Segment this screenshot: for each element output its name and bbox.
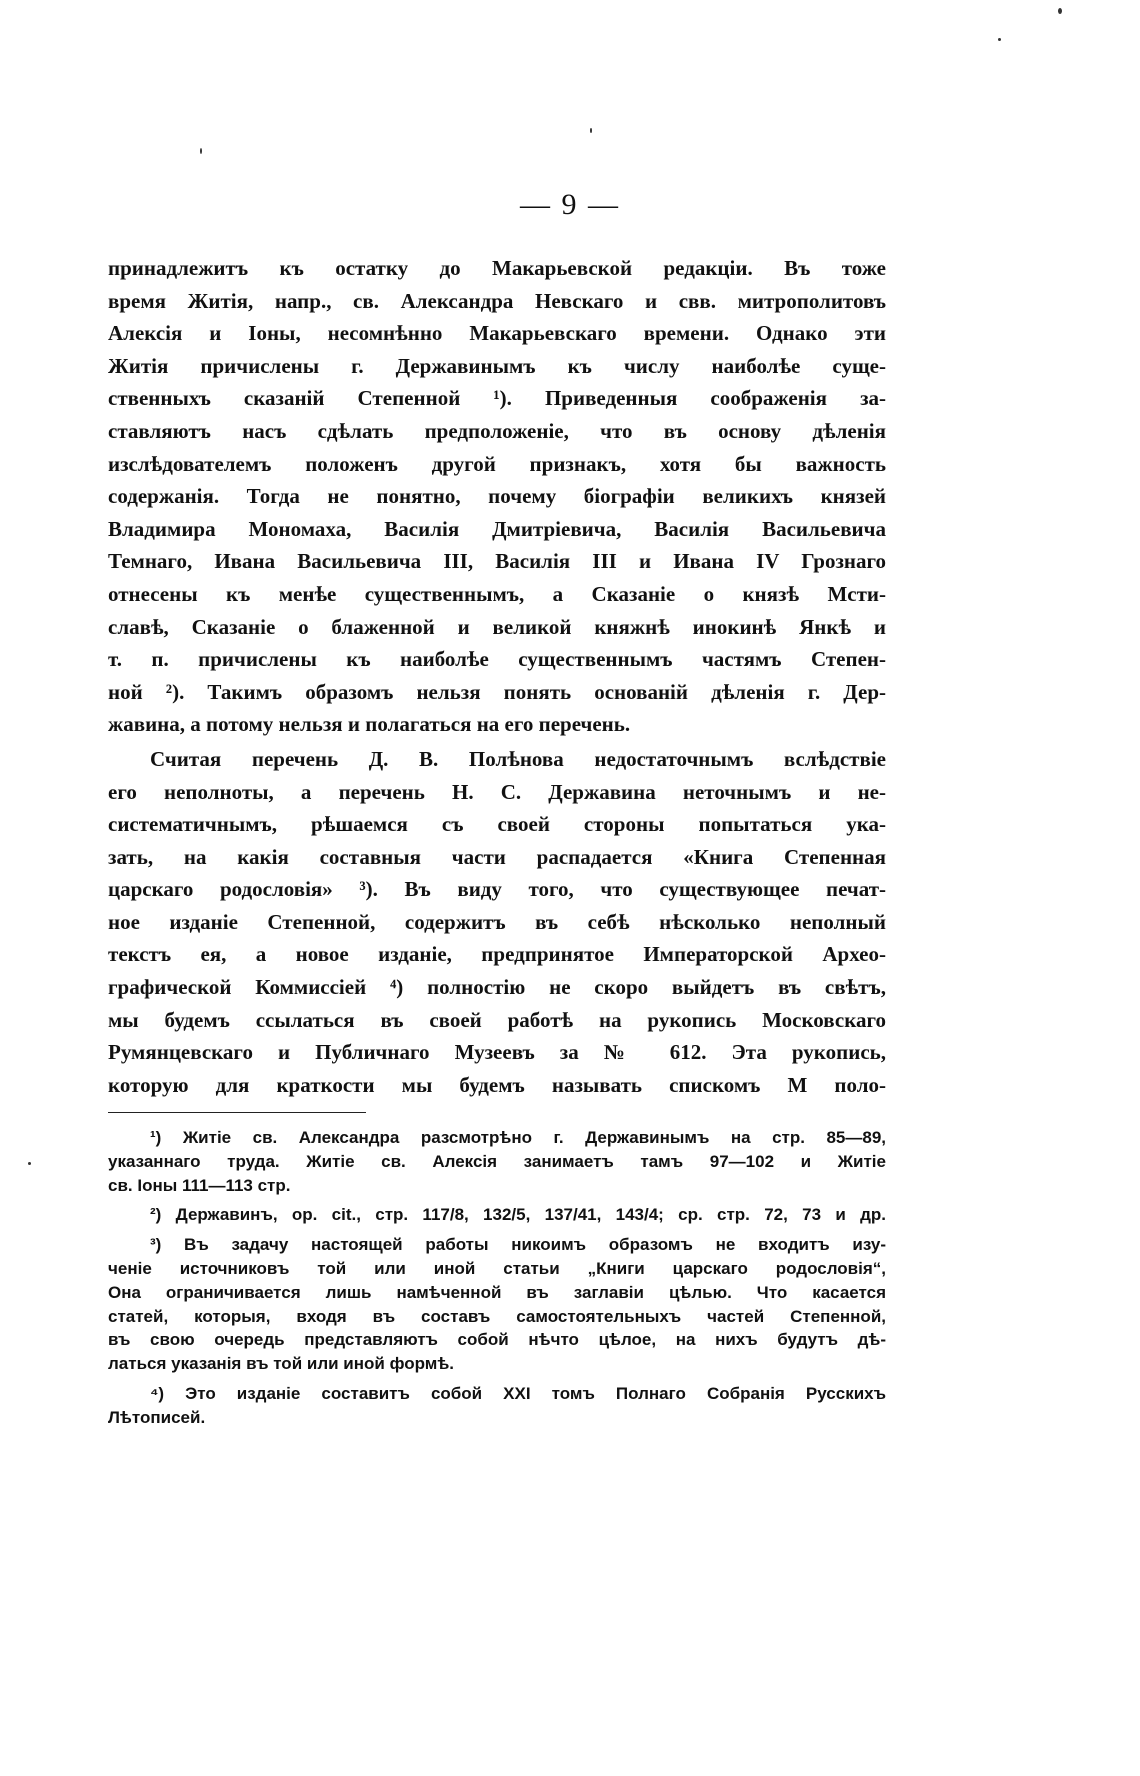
text-line: графической Коммиссіей ⁴) полностію не скоро выйдетъ въ свѣтъ, [108,975,886,1000]
scan-speck [28,1162,31,1165]
text-line: ственныхъ сказаній Степенной ¹). Приведенныя соображенія за- [108,386,886,411]
scan-speck [998,38,1001,41]
footnote-line: ²) Державинъ, op. cit., стр. 117/8, 132/5, 137/41, 143/4; ср. стр. 72, 73 и др. [150,1205,886,1225]
footnote-line: ³) Въ задачу настоящей работы никоимъ образомъ не входитъ изу- [150,1235,886,1255]
text-line: текстъ ея, а новое изданіе, предпринятое Императорской Архео- [108,942,886,967]
text-line: Владимира Мономаха, Василія Дмитріевича, Василія Васильевича [108,516,886,541]
text-line: содержанія. Тогда не понятно, почему біографіи великихъ князей [108,484,886,509]
text-line: славѣ, Сказаніе о блаженной и великой княжнѣ инокинѣ Янкѣ и [108,614,886,639]
main-text [108,252,886,1101]
footnote-line: въ свою очередь представляютъ собой нѣчто цѣлое, на нихъ будутъ дѣ- [108,1330,886,1350]
footnote-line: св. Іоны 111—113 стр. [108,1175,291,1195]
footnote-line: ¹) Житіе св. Александра разсмотрѣно г. Державинымъ на стр. 85—89, [150,1128,886,1147]
text-line: мы будемъ ссылаться въ своей работѣ на рукопись Московскаго [108,1007,886,1032]
text-line: время Житія, напр., св. Александра Невскаго и свв. митрополитовъ [108,288,886,313]
scan-speck [200,148,202,154]
text-line: Житія причислены г. Державинымъ къ числу наиболѣе суще- [108,353,886,378]
text-line: изслѣдователемъ положенъ другой признакъ, хотя бы важность [108,451,886,476]
text-line: систематичнымъ, рѣшаемся съ своей стороны попытаться ука- [108,812,886,837]
text-line: принадлежитъ къ остатку до Макарьевской редакціи. Въ тоже [108,256,886,280]
text-line: ное изданіе Степенной, содержитъ въ себѣ нѣсколько неполный [108,909,886,934]
scan-speck [590,128,592,133]
footnotes [108,1126,886,1430]
text-line: т. п. причислены къ наиболѣе существеннымъ частямъ Степен- [108,647,886,672]
footnote-3 [108,1233,886,1376]
text-line: Темнаго, Ивана Васильевича III, Василія III и Ивана IV Грознаго [108,549,886,574]
text-line: царскаго родословія» ³). Въ виду того, что существующее печат- [108,877,886,902]
footnote-divider [108,1112,366,1113]
text-line: ставляютъ насъ сдѣлать предположеніе, что въ основу дѣленія [108,418,886,443]
footnote-line: латься указанія въ той или иной формѣ. [108,1354,455,1374]
footnote-line: ⁴) Это изданіе составитъ собой XXI томъ Полнаго Собранія Русскихъ [150,1383,886,1403]
text-line: Алексія и Іоны, несомнѣнно Макарьевскаго времени. Однако эти [108,321,886,346]
text-line: которую для краткости мы будемъ называть спискомъ М поло- [108,1072,886,1097]
footnote-line: Она ограничивается лишь намѣченной въ заглавіи цѣлью. Что касается [108,1282,886,1302]
text-line: жавина, а потому нельзя и полагаться на его перечень. [108,712,631,737]
footnote-line: указаннаго труда. Житіе св. Алексія занимаетъ тамъ 97—102 и Житіе [108,1151,886,1171]
text-line: Считая перечень Д. В. Полѣнова недостаточнымъ вслѣдствіе [150,746,886,771]
footnote-1 [108,1126,886,1197]
text-line: зать, на какія составныя части распадается «Книга Степенная [108,844,886,869]
text-line: ной ²). Такимъ образомъ нельзя понять основаній дѣленія г. Дер- [108,679,886,704]
text-line: Румянцевскаго и Публичнаго Музеевъ за № 612. Эта рукопись, [108,1040,886,1065]
text-line: отнесены къ менѣе существеннымъ, а Сказаніе о князѣ Мсти- [108,581,886,606]
text-line: его неполноты, а перечень Н. С. Державина неточнымъ и не- [108,779,886,804]
scan-speck [1058,8,1062,14]
paragraph-1 [108,252,886,741]
footnote-line: Лѣтописей. [108,1407,206,1427]
footnote-4 [108,1382,886,1430]
footnote-2 [108,1203,886,1227]
footnote-line: статей, которыя, входя въ составъ самостоятельныхъ частей Степенной, [108,1306,886,1326]
paragraph-2 [108,743,886,1102]
page-number: — 9 — [520,188,620,221]
footnote-line: ченіе источниковъ той или иной статьи „Книги царскаго родословія“, [108,1258,886,1278]
